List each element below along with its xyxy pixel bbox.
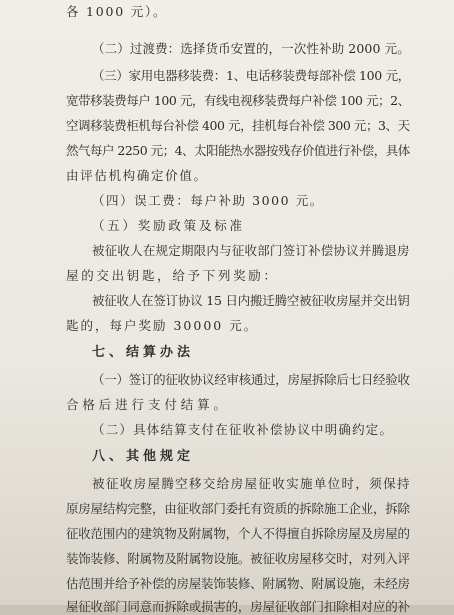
text-line: （五）奖励政策及标准 <box>92 218 245 233</box>
text-line: 原房屋结构完整，由征收部门委托有资质的拆除施工企业，拆除 <box>66 501 410 516</box>
text-line: （二）过渡费：选择货币安置的，一次性补助 2000 元。 <box>92 41 410 56</box>
text-line: 屋征收部门同意而拆除或损害的，房屋征收部门扣除相对应的补 <box>66 599 410 614</box>
section-heading: 七、结算办法 <box>92 345 195 360</box>
text-line: （一）签订的征收协议经审核通过，房屋拆除后七日经验收 <box>92 372 410 387</box>
text-line: 被征收人在签订协议 15 日内搬迁腾空被征收房屋并交出钥 <box>92 293 410 308</box>
text-line: （三）家用电器移装费：1、电话移装费每部补偿 100 元， <box>92 68 410 83</box>
text-line: 征收范围内的建筑物及附属物，个人不得擅自拆除房屋及房屋的 <box>66 526 410 541</box>
text-line: 宽带移装费每户 100 元，有线电视移装费每户补偿 100 元；2、 <box>66 93 410 108</box>
text-line: 由评估机构确定价值。 <box>66 168 208 183</box>
text-line: 匙的，每户奖励 30000 元。 <box>66 318 259 333</box>
text-line: 装饰装修、附属物及附属物设施。被征收房屋移交时，对列入评 <box>66 551 410 566</box>
text-line: 各 1000 元）。 <box>66 4 168 19</box>
text-line: 被征收房屋腾空移交给房屋征收实施单位时，须保持 <box>92 476 411 491</box>
text-line: 合格后进行支付结算。 <box>66 397 230 412</box>
text-line: 然气每户 2250 元；4、太阳能热水器按残存价值进行补偿，具体 <box>66 143 410 158</box>
text-line: （二）具体结算支付在征收补偿协议中明确约定。 <box>92 422 394 437</box>
text-line: 屋的交出钥匙，给予下列奖励： <box>66 268 279 283</box>
text-line: （四）误工费：每户补助 3000 元。 <box>92 193 324 208</box>
section-heading: 八、其他规定 <box>92 449 195 464</box>
text-line: 空调移装费柜机每台补偿 400 元，挂机每台补偿 300 元；3、天 <box>66 118 410 133</box>
text-line: 被征收人在规定期限内与征收部门签订补偿协议并腾退房 <box>92 243 410 258</box>
text-line: 估范围并给予补偿的房屋装饰装修、附属物、附属设施，未经房 <box>66 576 410 591</box>
